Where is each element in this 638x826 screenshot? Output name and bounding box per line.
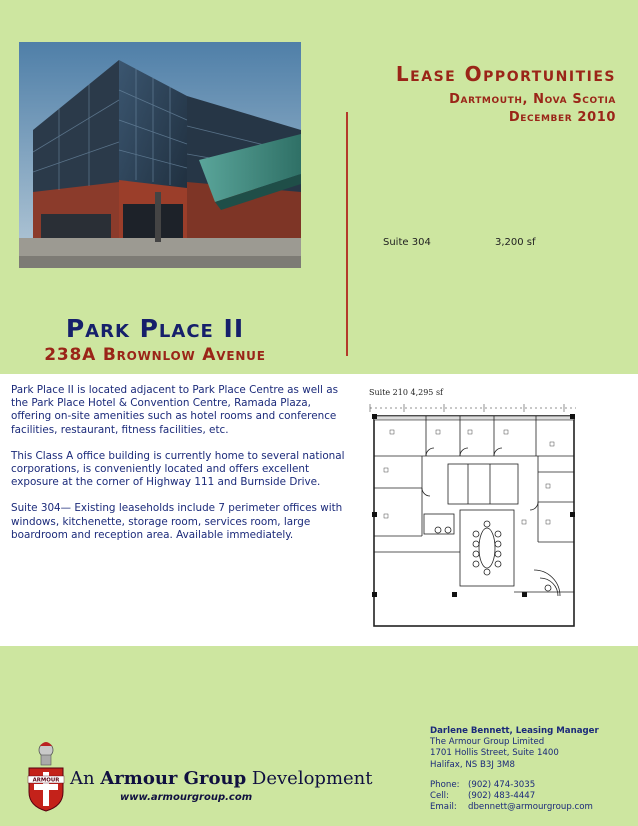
developer-tagline [70,768,373,789]
building-photo [19,42,301,268]
contact-city: Halifax, NS B3J 3M8 [430,759,515,770]
tagline-suffix: Development [246,768,373,789]
building-name: Park Place II [65,314,245,343]
developer-url[interactable]: www.armourgroup.com [120,792,253,803]
contact-name: Darlene Bennett, Leasing Manager [430,726,599,736]
cell-label: Cell: [430,791,449,802]
building-address: 238A Brownlow Avenue [44,345,266,365]
contact-block [430,726,599,813]
location: Dartmouth, Nova Scotia [449,92,616,107]
contact-email-row [430,802,599,813]
divider-line [346,112,348,356]
suite-size: 3,200 sf [495,237,536,248]
contact-cell-row [430,791,599,802]
description-paragraph: Park Place II is located adjacent to Park Place Centre as well as the Park Place Hotel & Convention Centre, Ramada Plaza, offering on-site amenities such as hotel rooms and conference facilities, restaurant, fitness facilities, etc. [11,384,338,436]
phone-value[interactable]: (902) 474-3035 [468,779,536,790]
cell-value[interactable]: (902) 483-4447 [468,791,536,802]
date: December 2010 [508,110,616,125]
contact-street: 1701 Hollis Street, Suite 1400 [430,748,559,759]
armour-knight-logo [26,740,66,812]
logo-text: ARMOUR [32,777,60,784]
lease-title: Lease Opportunities [395,62,616,86]
contact-company: The Armour Group Limited [430,737,545,748]
floorplan-caption: Suite 210 4,295 sf [369,388,444,397]
email-value[interactable]: dbennett@armourgroup.com [468,802,593,813]
contact-phone-row [430,780,599,791]
tagline-brand: Armour Group [100,768,247,789]
suite-label: Suite 304 [383,237,431,248]
phone-label: Phone: [430,779,460,790]
description-paragraph: This Class A office building is currently home to several national corporations, is conveniently located and offers excellent exposure at the corner of Highway 111 and Burnside Drive. [11,449,345,489]
description-paragraph: Suite 304— Existing leaseholds include 7 perimeter offices with windows, kitchenette, storage room, services room, large boardroom and reception area. Available immediately. [11,502,343,541]
floor-plan [364,402,582,630]
email-label: Email: [430,802,457,813]
tagline-prefix: An [70,768,101,789]
description [11,384,346,555]
